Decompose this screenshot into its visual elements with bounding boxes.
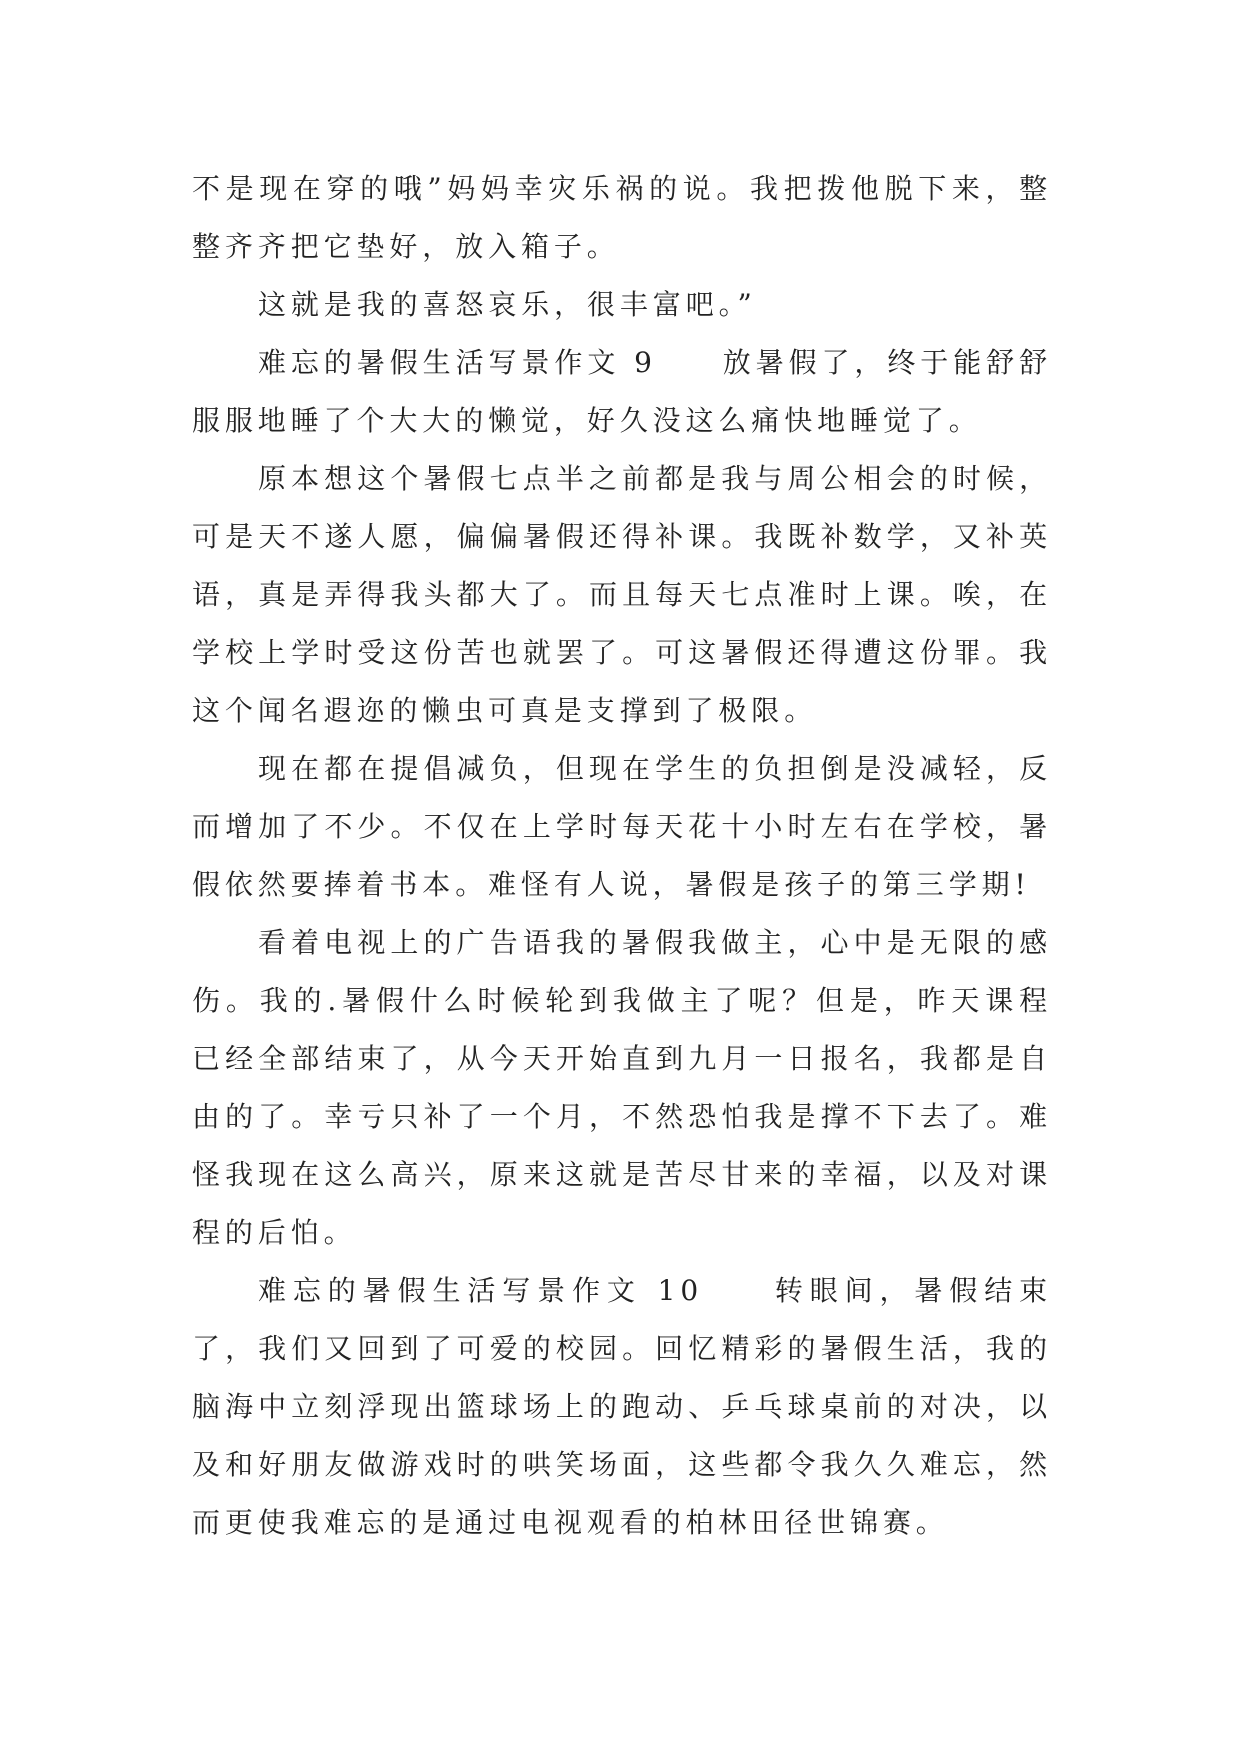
paragraph: 现在都在提倡减负，但现在学生的负担倒是没减轻，反而增加了不少。不仅在上学时每天花十小时左右在学校，暑假依然要捧着书本。难怪有人说，暑假是孩子的第三学期!	[192, 752, 1052, 901]
paragraph-essay-9-heading: 难忘的暑假生活写景作文 9 放暑假了，终于能舒舒服服地睡了个大大的懒觉，好久没这么痛快地睡觉了。	[192, 346, 1052, 437]
paragraph-essay-10-heading: 难忘的暑假生活写景作文 10 转眼间，暑假结束了，我们又回到了可爱的校园。回忆精彩的暑假生活，我的脑海中立刻浮现出篮球场上的跑动、乒乓球桌前的对决，以及和好朋友做游戏时的哄笑场面，这些都令我久久难忘，然而更使我难忘的是通过电视观看的柏林田径世锦赛。	[192, 1274, 1052, 1539]
document-page	[192, 160, 1052, 1552]
paragraph-continuation: 不是现在穿的哦”妈妈幸灾乐祸的说。我把拨他脱下来，整整齐齐把它垫好，放入箱子。	[192, 172, 1052, 263]
paragraph: 原本想这个暑假七点半之前都是我与周公相会的时候，可是天不遂人愿，偏偏暑假还得补课。我既补数学，又补英语，真是弄得我头都大了。而且每天七点准时上课。唉，在学校上学时受这份苦也就罢了。可这暑假还得遭这份罪。我这个闻名遐迩的懒虫可真是支撑到了极限。	[192, 462, 1052, 727]
paragraph: 看着电视上的广告语我的暑假我做主，心中是无限的感伤。我的.暑假什么时候轮到我做主了呢？但是，昨天课程已经全部结束了，从今天开始直到九月一日报名，我都是自由的了。幸亏只补了一个月，不然恐怕我是撑不下去了。难怪我现在这么高兴，原来这就是苦尽甘来的幸福，以及对课程的后怕。	[192, 926, 1052, 1249]
paragraph: 这就是我的喜怒哀乐，很丰富吧。”	[258, 288, 757, 321]
